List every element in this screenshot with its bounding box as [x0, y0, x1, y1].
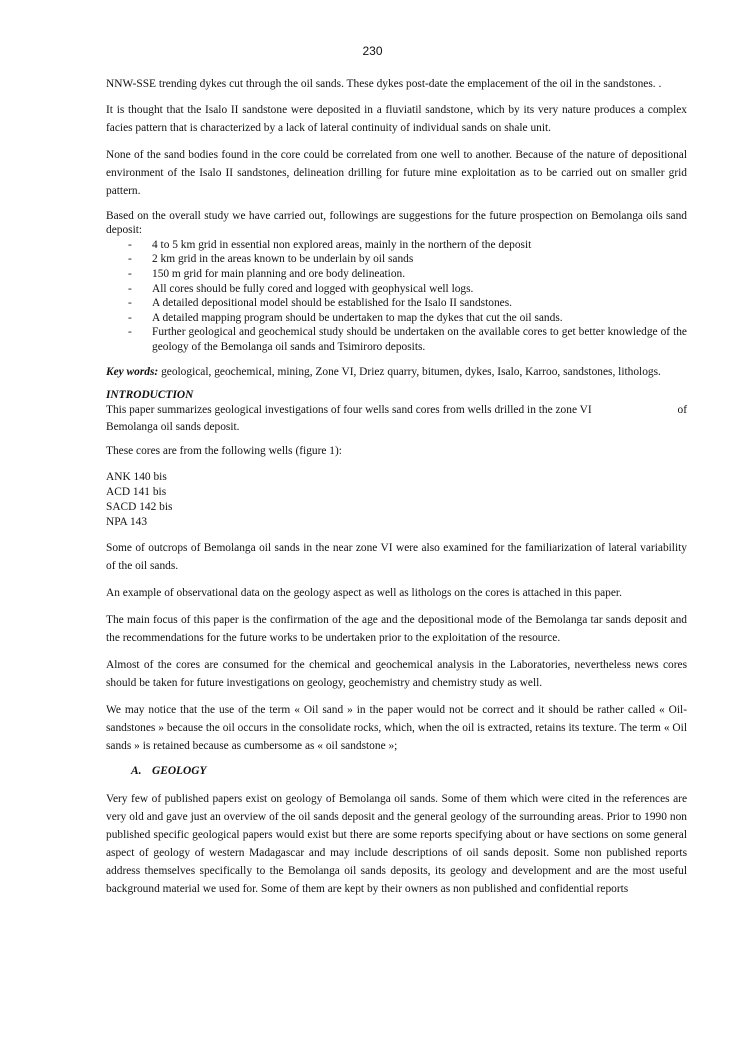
list-item-text: 4 to 5 km grid in essential non explored areas, mainly in the northern of the deposit: [152, 238, 532, 251]
geology-heading-text: GEOLOGY: [152, 764, 207, 777]
page-content: [106, 77, 687, 907]
geology-heading-letter: A.: [131, 764, 142, 777]
list-item: [106, 252, 687, 267]
paragraph-suggestions-intro: Based on the overall study we have carried out, followings are suggestions for the future prospection on Bemolanga oils sand deposit:: [106, 209, 687, 237]
paragraph-isalo-deposition: It is thought that the Isalo II sandstone were deposited in a fluviatil sandstone, which by its very nature produces a complex facies pattern that is characterized by a lack of lateral continuity of individual sands on shale unit.: [106, 103, 687, 134]
list-item: [106, 296, 687, 311]
list-item: [106, 238, 687, 253]
bullet-dash: -: [128, 326, 132, 339]
bullet-dash: -: [128, 311, 132, 324]
well-item: SACD 142 bis: [106, 500, 173, 513]
paragraph-cores: Almost of the cores are consumed for the chemical and geochemical analysis in the Laboratories, nevertheless news cores should be taken for future investigations on geology, geochemistry and chemistry study as well.: [106, 658, 687, 689]
list-item-text: 2 km grid in the areas known to be underlain by oil sands: [152, 253, 414, 266]
suggestions-list: [106, 238, 687, 355]
list-item-text: A detailed mapping program should be undertaken to map the dykes that cut the oil sands.: [152, 311, 563, 324]
keywords-paragraph: [106, 365, 687, 380]
introduction-line-1-end: of: [677, 403, 687, 416]
paragraph-dykes: NNW-SSE trending dykes cut through the oil sands. These dykes post-date the emplacement of the oil in the sandstones. .: [106, 78, 662, 90]
bullet-dash: -: [128, 238, 132, 251]
geology-heading: [131, 764, 687, 779]
bullet-dash: -: [128, 282, 132, 295]
page-number: 230: [362, 44, 383, 58]
bullet-dash: -: [128, 297, 132, 310]
bullet-dash: -: [128, 267, 132, 280]
well-item: ACD 141 bis: [106, 485, 167, 498]
list-item-text: Further geological and geochemical study should be undertaken on the available cores to get better knowledge of the geology of the Bemolanga oil sands and Tsimiroro deposits.: [152, 326, 687, 353]
well-item: ANK 140 bis: [106, 470, 167, 483]
paragraph-sand-bodies: None of the sand bodies found in the core could be correlated from one well to another. Because of the nature of depositional environment of the Isalo II sandstones, delineation drilling for future mine exploitation as to be carried out on smaller grid pattern.: [106, 148, 687, 197]
well-item: NPA 143: [106, 515, 148, 528]
introduction-line-2: Bemolanga oil sands deposit.: [106, 421, 240, 434]
list-item-text: All cores should be fully cored and logged with geophysical well logs.: [152, 282, 474, 295]
list-item-text: 150 m grid for main planning and ore body delineation.: [152, 267, 406, 280]
list-item: [106, 267, 687, 282]
list-item: [106, 325, 687, 354]
introduction-heading: INTRODUCTION: [106, 389, 194, 402]
paragraph-geology: Very few of published papers exist on geology of Bemolanga oil sands. Some of them which were cited in the references are very old and gave just an overview of the oil sands deposit and the general geology of the surrounding areas. Prior to 1990 non published specific geological papers would exist but there are some reports specifying about or have sections on some general aspect of geology of western Madagascar and may include descriptions of oil sands deposit. Some non published reports address themselves specifically to the Bemolanga oil sands deposits, its geology and development and are the most useful background material we used for. Some of them are kept by their owners as non published and confidential reports: [106, 793, 687, 896]
list-item: [106, 282, 687, 297]
introduction-line-1: [106, 403, 687, 418]
paragraph-focus: The main focus of this paper is the confirmation of the age and the depositional mode of the Bemolanga tar sands deposit and the recommendations for the future works to be undertaken prior to the exploitation of the resource.: [106, 613, 687, 644]
keywords-text: geological, geochemical, mining, Zone VI, Driez quarry, bitumen, dykes, Isalo, Karroo, sandstones, lithologs.: [158, 365, 661, 378]
list-item-text: A detailed depositional model should be established for the Isalo II sandstones.: [152, 297, 512, 310]
keywords-label: Key words:: [106, 365, 159, 378]
paragraph-term: We may notice that the use of the term « Oil sand » in the paper would not be correct and it should be rather called « Oil- sandstones » because the oil occurs in the consolidate rocks, which, when the oil is extracted, retains its texture. The term « Oil sands » is retained because as cumbersome as « oil sandstone »;: [106, 703, 687, 752]
bullet-dash: -: [128, 253, 132, 266]
paragraph-example: An example of observational data on the geology aspect as well as lithologs on the cores is attached in this paper.: [106, 586, 622, 599]
list-item: [106, 311, 687, 326]
wells-intro: These cores are from the following wells (figure 1):: [106, 444, 342, 457]
introduction-line-1-text: This paper summarizes geological investigations of four wells sand cores from wells drilled in the zone VI: [106, 403, 592, 416]
wells-list: [106, 470, 687, 530]
paragraph-outcrops: Some of outcrops of Bemolanga oil sands in the near zone VI were also examined for the familiarization of lateral variability of the oil sands.: [106, 541, 687, 572]
